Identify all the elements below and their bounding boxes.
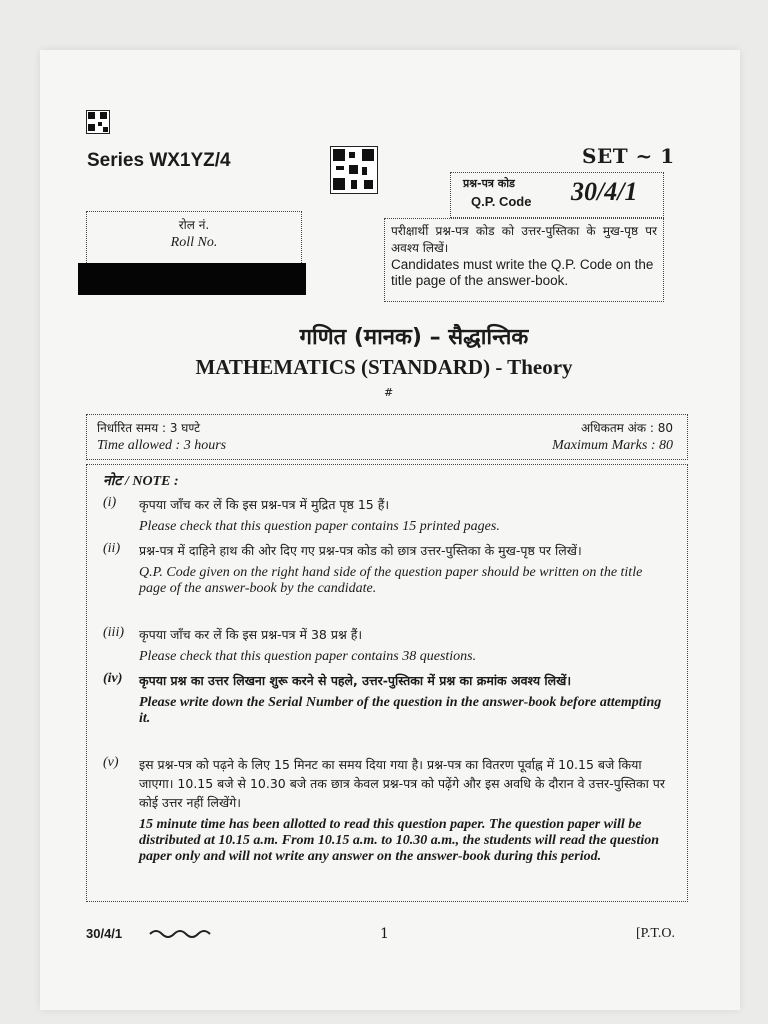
series-label: Series WX1YZ/4 — [87, 150, 231, 171]
note-item — [103, 755, 673, 865]
note-text-english: Please write down the Serial Number of the question in the answer-book before attempting it. — [139, 695, 662, 726]
roll-label-hindi: रोल नं. — [178, 218, 210, 232]
set-label: SET ~ 1 — [582, 144, 675, 168]
time-allowed: Time allowed : 3 hours — [97, 438, 227, 453]
time-allowed-hindi: निर्धारित समय : 3 घण्टे — [97, 421, 201, 435]
redaction-bar — [78, 263, 306, 295]
note-text-english: Please check that this question paper contains 15 printed pages. — [139, 519, 500, 534]
qr-code — [330, 146, 378, 194]
note-item — [103, 671, 673, 727]
time-marks-box — [86, 414, 688, 460]
maximum-marks: Maximum Marks : 80 — [552, 438, 673, 453]
page-number: 1 — [380, 926, 389, 942]
note-number: (i) — [103, 495, 117, 510]
note-item — [103, 495, 673, 535]
please-turn-over: [P.T.O. — [636, 926, 676, 941]
maximum-marks-hindi: अधिकतम अंक : 80 — [580, 421, 673, 435]
note-number: (iv) — [103, 671, 123, 686]
note-text-hindi: प्रश्न-पत्र में दाहिने हाथ की ओर दिए गए प्रश्न-पत्र कोड को छात्र उत्तर-पुस्तिका के मुख-पृष्ठ पर लिखें। — [139, 543, 582, 558]
roll-number-box — [86, 211, 302, 265]
note-item — [103, 541, 673, 597]
qp-code-label: Q.P. Code — [471, 194, 532, 209]
note-text-hindi: इस प्रश्न-पत्र को पढ़ने के लिए 15 मिनट का समय दिया गया है। प्रश्न-पत्र का वितरण पूर्वाह्न में 10.15 बजे किया जाएगा। 10.15 बजे से 10.30 बजे तक छात्र केवल प्रश्न-पत्र को पढ़ेंगे और इस अवधि के दौरान वे उत्तर-पुस्तिका पर कोई उत्तर नहीं लिखेंगे। — [139, 757, 666, 810]
small-qr-code — [86, 110, 110, 134]
subject-title-hindi: गणित (मानक) – सैद्धान्तिक — [299, 325, 529, 350]
note-text-english: 15 minute time has been allotted to read this question paper. The question paper will be distributed at 10.15 a.m. From 10.15 a.m. to 10.30 a.m., the students will read the question paper only and will not write any answer on the answer-book during this period. — [139, 817, 660, 864]
candidate-note-hindi: परीक्षार्थी प्रश्न-पत्र कोड को उत्तर-पुस्तिका के मुख-पृष्ठ पर अवश्य लिखें। — [391, 224, 657, 255]
footer-code: 30/4/1 — [86, 926, 123, 941]
roll-label: Roll No. — [170, 235, 218, 250]
qp-code-label-hindi: प्रश्न-पत्र कोड — [463, 177, 515, 190]
candidate-note-english: Candidates must write the Q.P. Code on the title page of the answer-book. — [391, 257, 654, 288]
note-number: (v) — [103, 755, 119, 770]
subject-title: MATHEMATICS (STANDARD) - Theory — [195, 355, 573, 379]
note-text-hindi: कृपया प्रश्न का उत्तर लिखना शुरू करने से पहले, उत्तर-पुस्तिका में प्रश्न का क्रमांक अवश्य लिखें। — [139, 673, 572, 688]
hash-mark: # — [384, 386, 394, 399]
candidate-instruction-box — [384, 218, 664, 302]
note-item — [103, 625, 673, 665]
note-text-english: Please check that this question paper contains 38 questions. — [139, 649, 477, 664]
qp-code-box — [450, 172, 664, 218]
note-text-english: Q.P. Code given on the right hand side of the question paper should be written on the title page of the answer-book by the candidate. — [139, 565, 643, 596]
note-text-hindi: कृपया जाँच कर लें कि इस प्रश्न-पत्र में मुद्रित पृष्ठ 15 हैं। — [139, 497, 390, 512]
note-number: (iii) — [103, 625, 124, 640]
notes-heading: नोट / NOTE : — [103, 474, 179, 489]
note-number: (ii) — [103, 541, 121, 556]
squiggle-divider — [148, 926, 212, 940]
note-text-hindi: कृपया जाँच कर लें कि इस प्रश्न-पत्र में 38 प्रश्न हैं। — [139, 627, 363, 642]
qp-code-value: 30/4/1 — [571, 177, 638, 206]
notes-box — [86, 464, 688, 902]
